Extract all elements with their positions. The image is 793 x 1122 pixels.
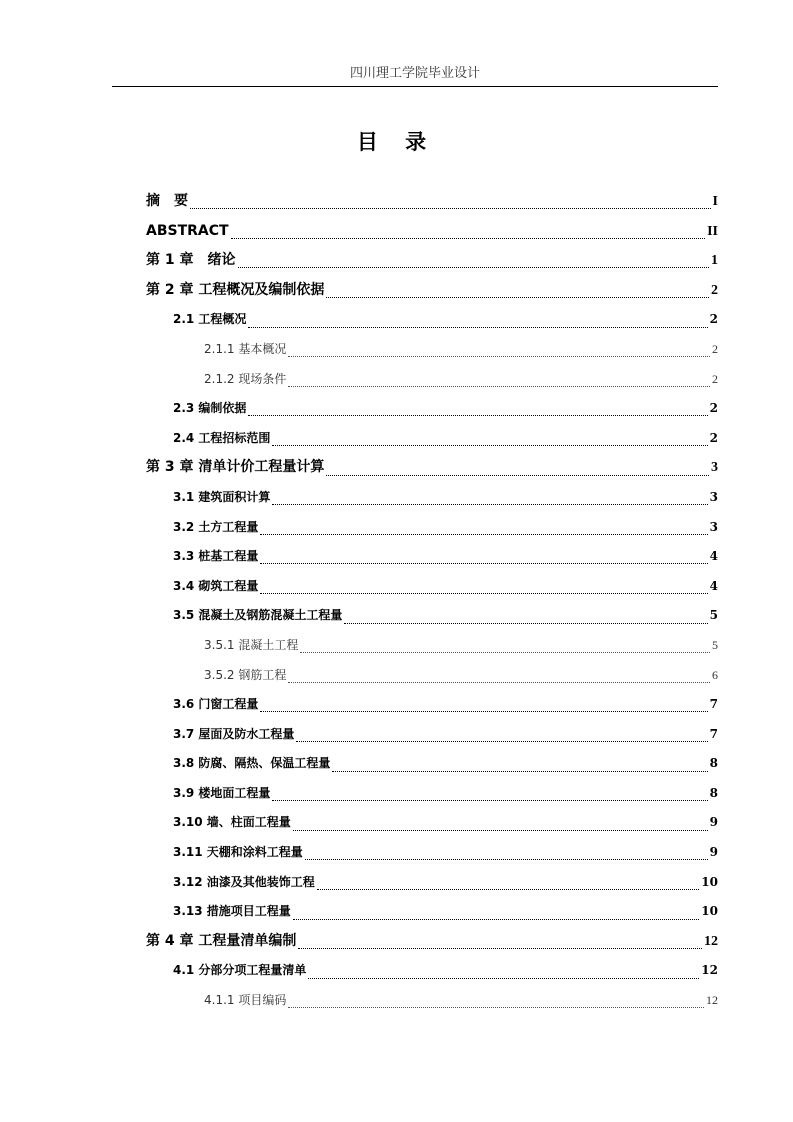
toc-entry-page-number: 8 — [709, 785, 718, 800]
toc-entry[interactable] — [146, 899, 718, 929]
toc-entry-label: 3.9 楼地面工程量 — [173, 785, 271, 800]
toc-entry-page-number: 3 — [709, 489, 718, 504]
toc-entry-page-number: 5 — [709, 608, 718, 623]
toc-entry[interactable] — [146, 515, 718, 545]
toc-entry-page-number: 4 — [709, 578, 718, 593]
dot-leader — [288, 682, 710, 683]
dot-leader — [272, 445, 707, 446]
toc-entry-label: 3.4 砌筑工程量 — [173, 578, 259, 593]
toc-entry[interactable] — [146, 219, 718, 249]
toc-entry-page-number: 7 — [709, 697, 718, 712]
toc-entry[interactable] — [146, 544, 718, 574]
toc-entry-label: 4.1.1 项目编码 — [204, 993, 287, 1008]
toc-entry[interactable] — [146, 278, 718, 308]
toc-entry-label: 3.7 屋面及防水工程量 — [173, 726, 295, 741]
toc-entry-page-number: 10 — [701, 874, 718, 889]
toc-entry[interactable] — [146, 307, 718, 337]
toc-entry-page-number: II — [707, 223, 718, 239]
dot-leader — [272, 800, 707, 801]
toc-entry-page-number: 12 — [701, 963, 718, 978]
toc-entry[interactable] — [146, 485, 718, 515]
dot-leader — [317, 889, 700, 890]
dot-leader — [298, 948, 702, 949]
toc-entry-page-number: 2 — [711, 282, 718, 298]
dot-leader — [288, 356, 710, 357]
toc-entry-label: 3.5.1 混凝土工程 — [204, 637, 299, 652]
toc-entry-label: 2.4 工程招标范围 — [173, 430, 271, 445]
dot-leader — [248, 327, 707, 328]
toc-entry-page-number: 12 — [704, 933, 718, 949]
toc-entry[interactable] — [146, 248, 718, 278]
toc-entry-page-number: 10 — [701, 904, 718, 919]
dot-leader — [296, 741, 707, 742]
toc-entry-page-number: 9 — [709, 845, 718, 860]
toc-entry[interactable] — [146, 337, 718, 367]
toc-entry[interactable] — [146, 189, 718, 219]
toc-entry-page-number: 4 — [709, 549, 718, 564]
toc-entry-label: 2.3 编制依据 — [173, 401, 247, 416]
dot-leader — [308, 978, 699, 979]
toc-entry-label: 3.13 措施项目工程量 — [173, 904, 291, 919]
toc-entry-label: 第 2 章 工程概况及编制依据 — [146, 281, 325, 298]
toc-entry[interactable] — [146, 840, 718, 870]
toc-entry[interactable] — [146, 751, 718, 781]
toc-entry-label: 第 4 章 工程量清单编制 — [146, 932, 297, 949]
toc-entry-label: 3.6 门窗工程量 — [173, 697, 259, 712]
toc-entry-label: 第 1 章 绪论 — [146, 252, 236, 269]
toc-entry-page-number: 7 — [709, 726, 718, 741]
toc-entry[interactable] — [146, 929, 718, 959]
toc-entry[interactable] — [146, 692, 718, 722]
toc-entry-label: 3.3 桩基工程量 — [173, 549, 259, 564]
dot-leader — [293, 830, 708, 831]
dot-leader — [260, 593, 707, 594]
toc-entry[interactable] — [146, 988, 718, 1018]
toc-entry-page-number: 8 — [709, 756, 718, 771]
dot-leader — [332, 771, 707, 772]
toc-entry[interactable] — [146, 810, 718, 840]
toc-entry-label: 3.10 墙、柱面工程量 — [173, 815, 291, 830]
dot-leader — [300, 652, 710, 653]
dot-leader — [326, 475, 709, 476]
toc-entry[interactable] — [146, 603, 718, 633]
toc-entry-page-number: 1 — [711, 253, 718, 269]
toc-entry-label: ABSTRACT — [146, 222, 229, 239]
toc-entry-label: 4.1 分部分项工程量清单 — [173, 963, 307, 978]
toc-entry-page-number: 2 — [709, 401, 718, 416]
toc-entry[interactable] — [146, 958, 718, 988]
toc-entry-label: 3.8 防腐、隔热、保温工程量 — [173, 756, 331, 771]
toc-entry-label: 3.5.2 钢筋工程 — [204, 667, 287, 682]
toc-entry[interactable] — [146, 396, 718, 426]
toc-entry[interactable] — [146, 574, 718, 604]
toc-entry-label: 摘 要 — [146, 193, 188, 209]
dot-leader — [305, 859, 708, 860]
dot-leader — [260, 711, 707, 712]
page-title: 目 录 — [356, 130, 437, 154]
toc-entry[interactable] — [146, 781, 718, 811]
toc-entry-label: 3.1 建筑面积计算 — [173, 489, 271, 504]
toc-entry-label: 2.1 工程概况 — [173, 312, 247, 327]
toc-entry[interactable] — [146, 870, 718, 900]
header-divider — [112, 86, 718, 87]
toc-entry-page-number: 2 — [712, 341, 718, 356]
dot-leader — [326, 297, 709, 298]
toc-entry-page-number: 3 — [709, 519, 718, 534]
toc-entry-page-number: 2 — [709, 430, 718, 445]
toc-entry[interactable] — [146, 455, 718, 485]
toc-entry[interactable] — [146, 426, 718, 456]
dot-leader — [190, 208, 711, 209]
toc-entry[interactable] — [146, 663, 718, 693]
toc-entry-label: 2.1.2 现场条件 — [204, 371, 287, 386]
toc-entry-page-number: 12 — [706, 993, 718, 1008]
dot-leader — [272, 504, 707, 505]
toc-entry-page-number: 5 — [712, 637, 718, 652]
dot-leader — [288, 386, 710, 387]
toc-entry-label: 3.2 土方工程量 — [173, 519, 259, 534]
toc-entry-page-number: 2 — [712, 371, 718, 386]
toc-entry-page-number: I — [712, 194, 718, 209]
toc-entry-label: 第 3 章 清单计价工程量计算 — [146, 459, 325, 476]
toc-entry-label: 3.11 天棚和涂料工程量 — [173, 845, 303, 860]
toc-entry[interactable] — [146, 633, 718, 663]
toc-entry-page-number: 3 — [711, 460, 718, 476]
toc-entry-page-number: 9 — [709, 815, 718, 830]
toc-entry-label: 3.12 油漆及其他装饰工程 — [173, 874, 315, 889]
page-header: 四川理工学院毕业设计 — [349, 66, 480, 81]
dot-leader — [344, 623, 707, 624]
table-of-contents — [146, 189, 718, 1018]
dot-leader — [248, 415, 707, 416]
toc-entry-label: 3.5 混凝土及钢筋混凝土工程量 — [173, 608, 343, 623]
toc-entry-page-number: 2 — [709, 312, 718, 327]
toc-entry[interactable] — [146, 367, 718, 397]
dot-leader — [231, 238, 706, 239]
dot-leader — [260, 534, 707, 535]
dot-leader — [293, 919, 700, 920]
toc-entry-label: 2.1.1 基本概况 — [204, 341, 287, 356]
dot-leader — [288, 1007, 704, 1008]
dot-leader — [260, 563, 707, 564]
toc-entry[interactable] — [146, 722, 718, 752]
toc-entry-page-number: 6 — [712, 667, 718, 682]
dot-leader — [238, 267, 710, 268]
